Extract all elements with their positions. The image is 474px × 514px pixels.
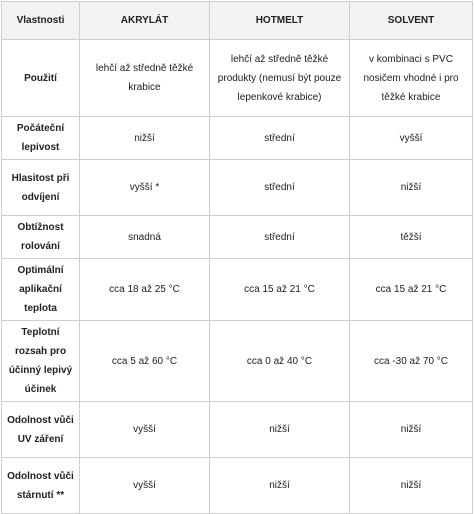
row-label: Optimální aplikační teplota xyxy=(2,259,80,321)
cell-akrylat: cca 5 až 60 °C xyxy=(80,321,210,402)
cell-hotmelt: střední xyxy=(210,117,350,160)
cell-hotmelt: nižší xyxy=(210,458,350,514)
cell-solvent: v kombinaci s PVC nosičem vhodné i pro těžké krabice xyxy=(350,40,473,117)
cell-hotmelt: nižší xyxy=(210,402,350,458)
cell-akrylat: vyšší xyxy=(80,458,210,514)
row-label: Použití xyxy=(2,40,80,117)
header-akrylat: AKRYLÁT xyxy=(80,2,210,40)
cell-solvent: cca -30 až 70 °C xyxy=(350,321,473,402)
row-label: Odolnost vůči UV záření xyxy=(2,402,80,458)
cell-solvent: vyšší xyxy=(350,117,473,160)
cell-solvent: nižší xyxy=(350,160,473,216)
cell-solvent: cca 15 až 21 °C xyxy=(350,259,473,321)
table-row xyxy=(2,40,473,117)
row-label: Hlasitost při odvíjení xyxy=(2,160,80,216)
table-row xyxy=(2,259,473,321)
header-solvent: SOLVENT xyxy=(350,2,473,40)
row-label: Počáteční lepivost xyxy=(2,117,80,160)
header-hotmelt: HOTMELT xyxy=(210,2,350,40)
cell-akrylat: vyšší * xyxy=(80,160,210,216)
cell-hotmelt: střední xyxy=(210,160,350,216)
table-row xyxy=(2,160,473,216)
row-label: Obtížnost rolování xyxy=(2,216,80,259)
table-row xyxy=(2,321,473,402)
cell-hotmelt: cca 15 až 21 °C xyxy=(210,259,350,321)
cell-solvent: nižší xyxy=(350,402,473,458)
table-row xyxy=(2,402,473,458)
cell-hotmelt: střední xyxy=(210,216,350,259)
cell-akrylat: snadná xyxy=(80,216,210,259)
cell-akrylat: cca 18 až 25 °C xyxy=(80,259,210,321)
table-row xyxy=(2,117,473,160)
comparison-table-container xyxy=(1,1,472,501)
tape-properties-table xyxy=(1,1,473,514)
cell-solvent: těžší xyxy=(350,216,473,259)
header-properties: Vlastnosti xyxy=(2,2,80,40)
row-label: Teplotní rozsah pro účinný lepivý účinek xyxy=(2,321,80,402)
cell-akrylat: vyšší xyxy=(80,402,210,458)
cell-hotmelt: lehčí až středně těžké produkty (nemusí být pouze lepenkové krabice) xyxy=(210,40,350,117)
header-row xyxy=(2,2,473,40)
table-row xyxy=(2,458,473,514)
cell-akrylat: lehčí až středně těžké krabice xyxy=(80,40,210,117)
cell-akrylat: nižší xyxy=(80,117,210,160)
cell-hotmelt: cca 0 až 40 °C xyxy=(210,321,350,402)
table-row xyxy=(2,216,473,259)
row-label: Odolnost vůči stárnutí ** xyxy=(2,458,80,514)
cell-solvent: nižší xyxy=(350,458,473,514)
